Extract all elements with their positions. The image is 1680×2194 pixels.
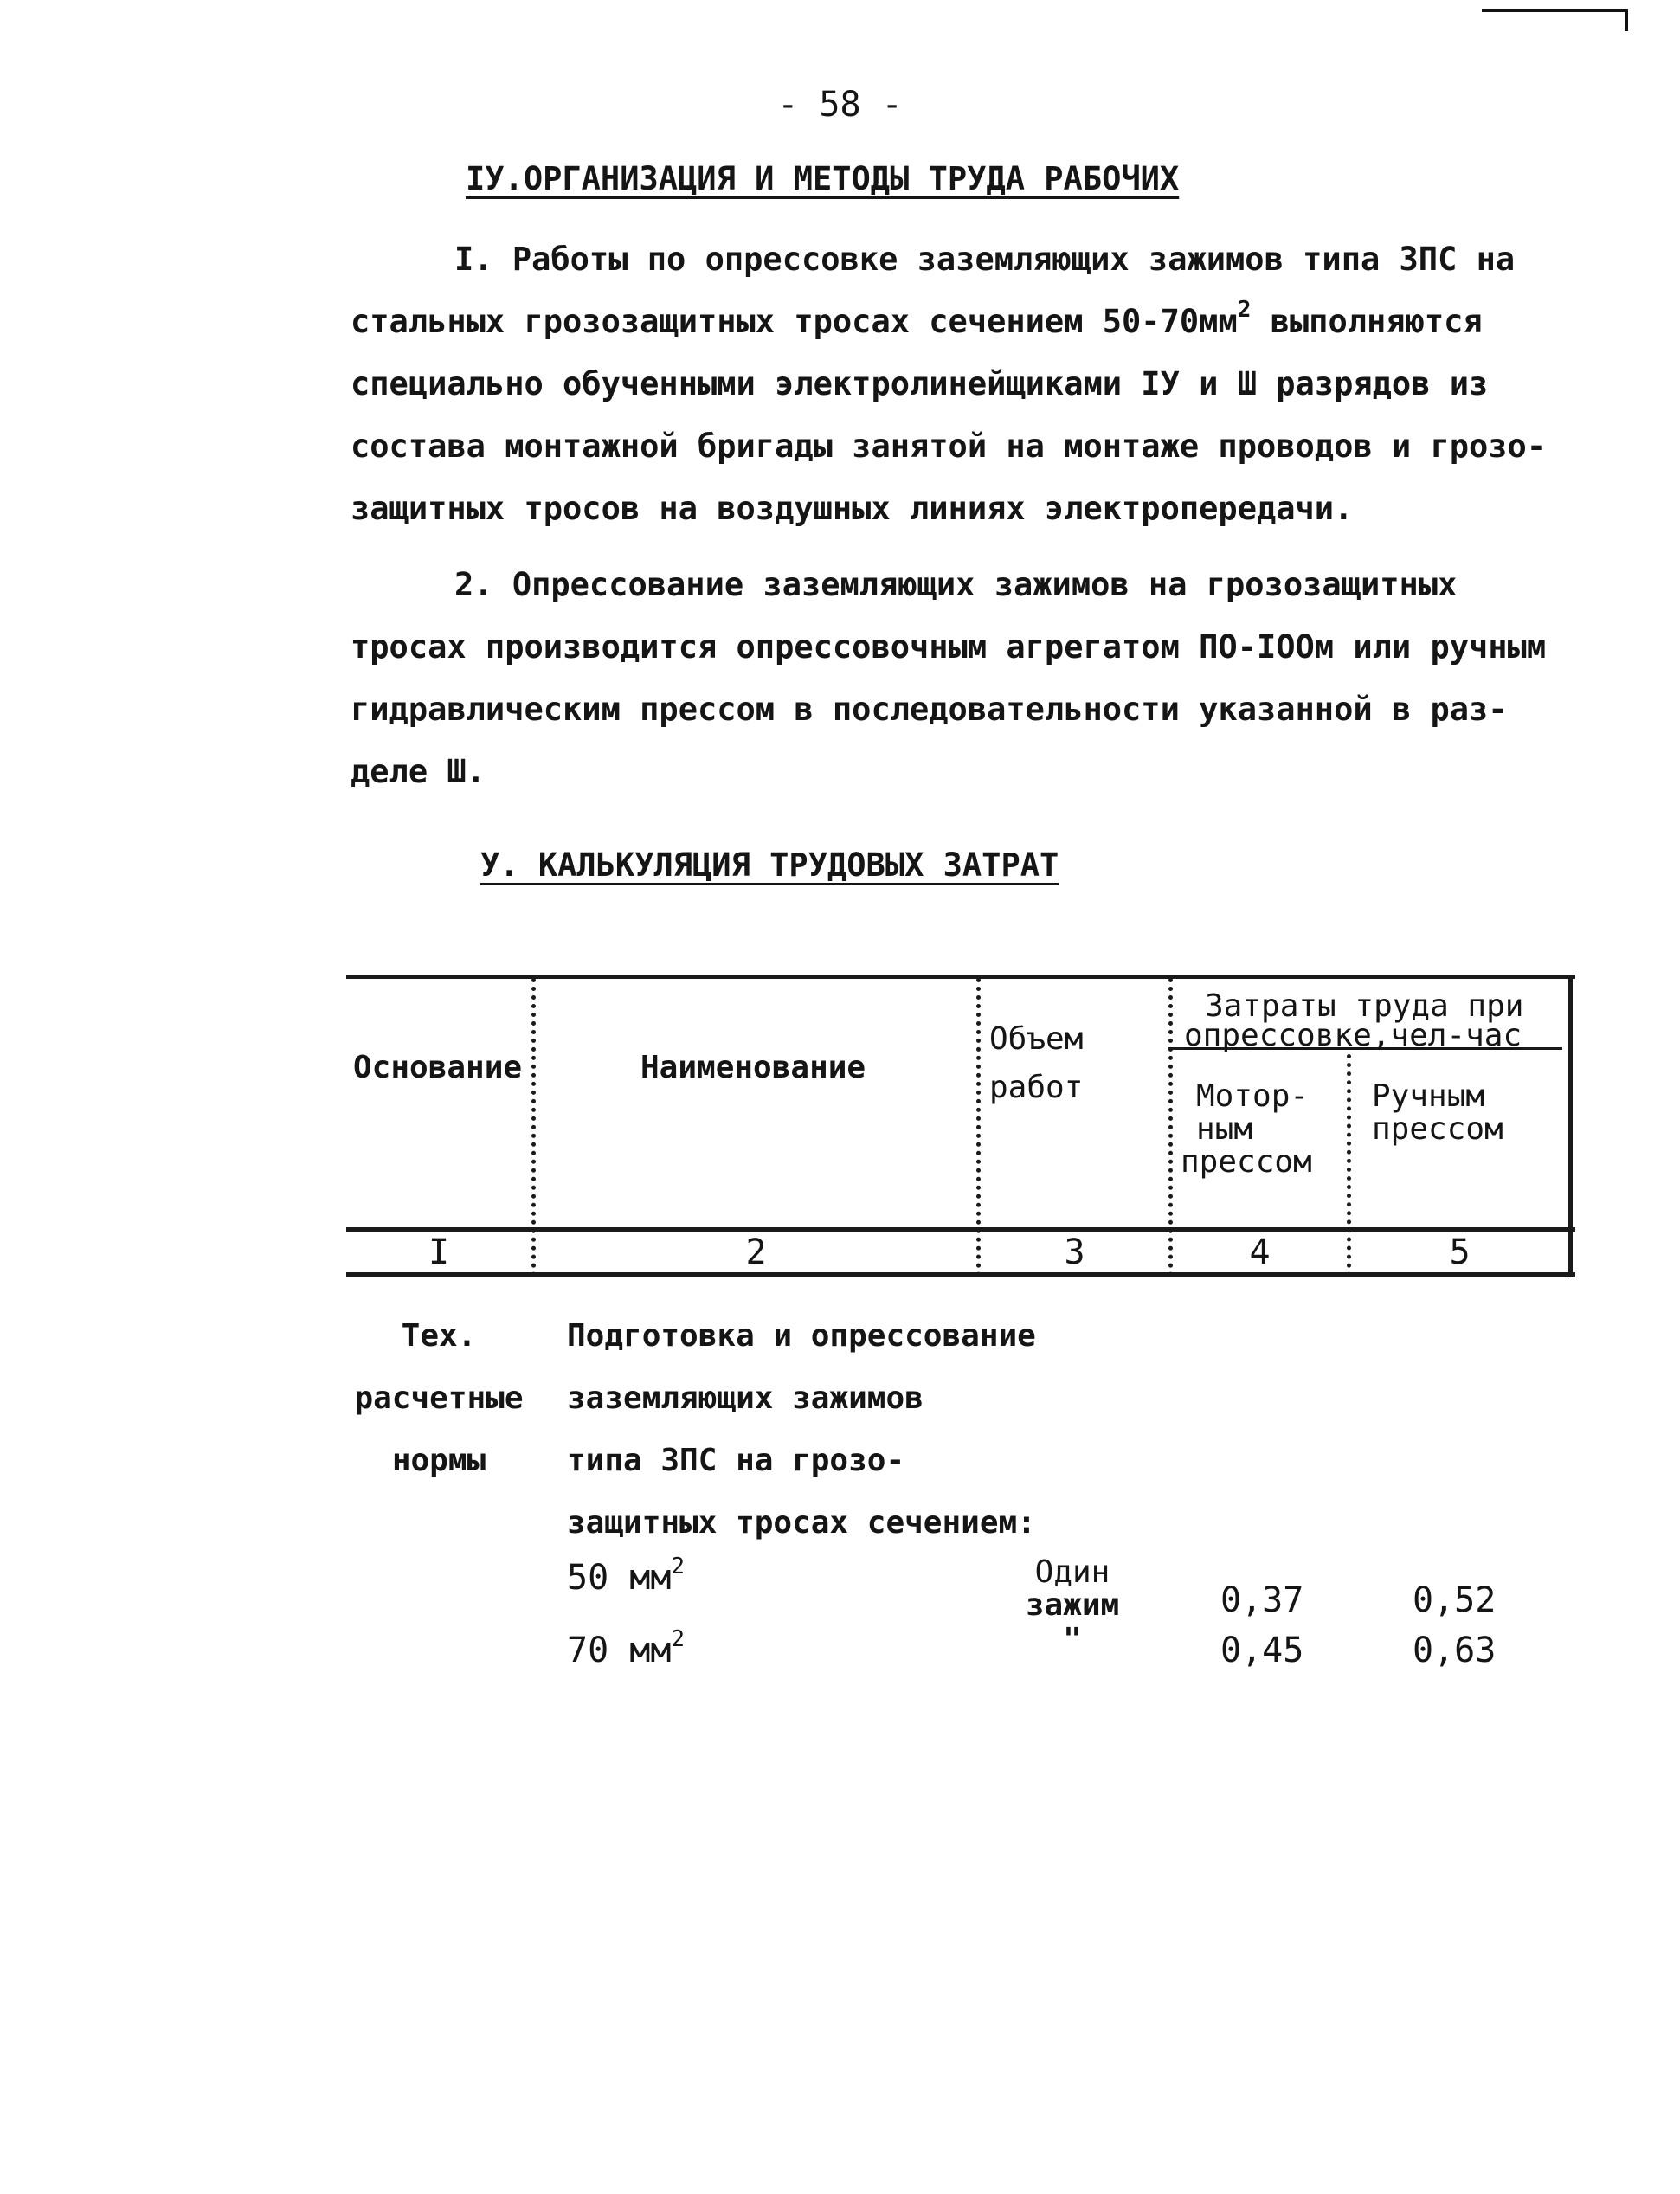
header-motor-press bbox=[1181, 1078, 1312, 1180]
header-bottom-rule bbox=[346, 1227, 1575, 1232]
name-cell bbox=[567, 1305, 1036, 1554]
header-manual-line: прессом bbox=[1372, 1111, 1503, 1147]
superscript: 2 bbox=[1237, 297, 1252, 323]
superscript: 2 bbox=[671, 1554, 686, 1580]
paragraph-text: стальных грозозащитных тросах сечением 50-70мм bbox=[351, 303, 1238, 340]
basis-line: Тех. bbox=[401, 1318, 477, 1354]
header-motor-line: Мотор- bbox=[1196, 1078, 1310, 1114]
paragraph-line: состава монтажной бригады занятой на монтаже проводов и грозо- bbox=[351, 428, 1547, 465]
row-volume: " bbox=[1063, 1622, 1082, 1657]
paragraph-line bbox=[351, 291, 1546, 353]
column-number: 3 bbox=[1064, 1232, 1085, 1272]
paragraph-line: деле Ш. bbox=[351, 753, 486, 790]
basis-line: расчетные bbox=[354, 1380, 524, 1416]
header-volume-line-2: работ bbox=[989, 1070, 1084, 1105]
name-line: типа ЗПС на грозо- bbox=[567, 1443, 905, 1478]
row-volume bbox=[969, 1556, 1175, 1622]
row-section-text: 50 мм bbox=[567, 1558, 672, 1598]
table-right-border bbox=[1568, 975, 1573, 1277]
paragraph-line: 2. Опрессование заземляющих зажимов на грозозащитных bbox=[454, 566, 1458, 603]
row-manual-value: 0,52 bbox=[1413, 1580, 1497, 1620]
name-line: Подготовка и опрессование bbox=[567, 1318, 1036, 1354]
row-volume-line: Один bbox=[1034, 1554, 1110, 1590]
header-labor-line-1: Затраты труда при bbox=[1205, 988, 1524, 1024]
superscript: 2 bbox=[671, 1626, 686, 1652]
name-line: защитных тросах сечением: bbox=[567, 1505, 1036, 1541]
paragraph-line: гидравлическим прессом в последовательности указанной в раз- bbox=[351, 691, 1508, 728]
paragraph-text: выполняются bbox=[1251, 303, 1483, 340]
header-manual-press bbox=[1372, 1080, 1503, 1146]
page-number: - 58 - bbox=[777, 85, 903, 125]
basis-cell bbox=[346, 1305, 531, 1492]
header-name: Наименование bbox=[640, 1050, 866, 1085]
column-number: 4 bbox=[1249, 1232, 1271, 1272]
corner-mark bbox=[1482, 9, 1628, 31]
header-labor-line-2: опрессовке,чел-час bbox=[1184, 1018, 1522, 1053]
paragraph-line: защитных тросов на воздушных линиях электропередачи. bbox=[351, 490, 1354, 527]
column-number: I bbox=[428, 1232, 450, 1272]
row-section-text: 70 мм bbox=[567, 1631, 672, 1670]
header-basis: Основание bbox=[353, 1050, 523, 1085]
name-line: заземляющих зажимов bbox=[567, 1380, 924, 1416]
section-5-title: У. КАЛЬКУЛЯЦИЯ ТРУДОВЫХ ЗАТРАТ bbox=[480, 846, 1059, 884]
row-motor-value: 0,45 bbox=[1220, 1631, 1304, 1670]
table-top-rule bbox=[346, 975, 1575, 979]
paragraph-line: I. Работы по опрессовке заземляющих зажимов типа ЗПС на bbox=[454, 241, 1516, 278]
header-motor-line: ным bbox=[1196, 1111, 1253, 1147]
row-section bbox=[567, 1554, 686, 1598]
row-volume-line: зажим bbox=[1025, 1587, 1120, 1623]
section-4-paragraph-1 bbox=[351, 228, 1546, 540]
row-motor-value: 0,37 bbox=[1220, 1580, 1304, 1620]
paragraph-line: специально обученными электролинейщиками IУ и Ш разрядов из bbox=[351, 365, 1489, 402]
row-section bbox=[567, 1626, 686, 1670]
column-number: 2 bbox=[745, 1232, 767, 1272]
basis-line: нормы bbox=[391, 1443, 486, 1478]
header-manual-line: Ручным bbox=[1372, 1078, 1485, 1114]
paragraph-line: тросах производится опрессовочным агрегатом ПО-IOOм или ручным bbox=[351, 628, 1547, 666]
column-number: 5 bbox=[1449, 1232, 1471, 1272]
section-4-paragraph-2 bbox=[351, 554, 1546, 803]
row-manual-value: 0,63 bbox=[1413, 1631, 1497, 1670]
column-numbers-bottom-rule bbox=[346, 1272, 1575, 1277]
section-4-title: IУ.ОРГАНИЗАЦИЯ И МЕТОДЫ ТРУДА РАБОЧИХ bbox=[466, 160, 1180, 197]
header-volume-line-1: Объем bbox=[989, 1021, 1084, 1057]
header-motor-line: прессом bbox=[1181, 1144, 1312, 1180]
